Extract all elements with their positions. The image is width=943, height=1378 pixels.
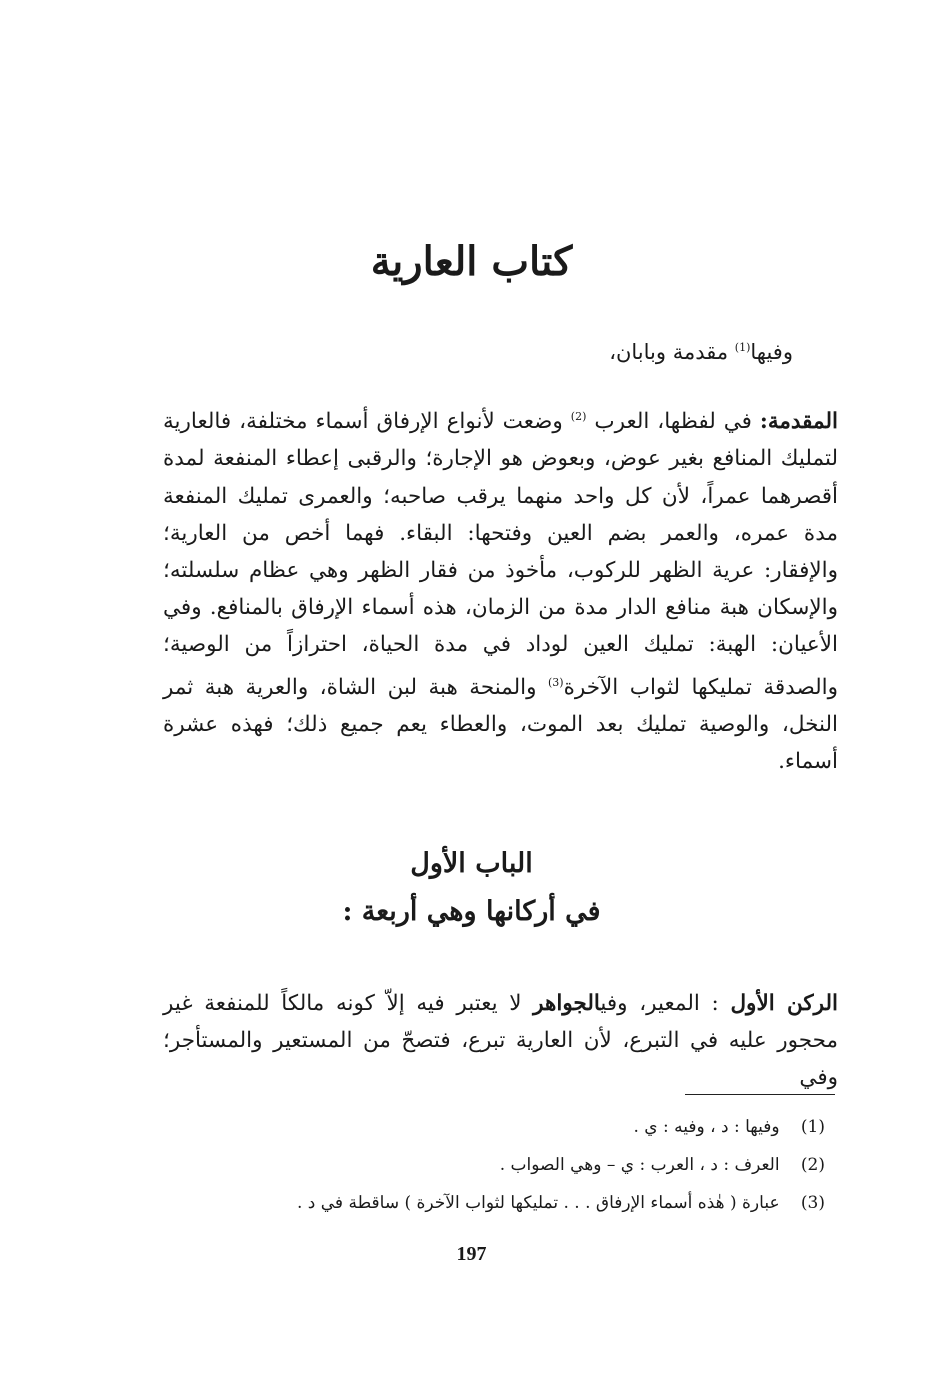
footnote-3 (297, 1184, 825, 1222)
page-number: 197 (456, 1243, 487, 1265)
rukn-text-a: : المعير، وفي (600, 991, 719, 1016)
muqaddima-text-c: والمنحة هبة لبن الشاة، والعرية هبة ثمر النخل، والوصية تمليك بعد الموت، والعطاء يعم جميع ذلك؛ فهذه عشرة أسماء. (163, 674, 838, 775)
muqaddima-text-b: وضعت لأنواع الإرفاق أسماء مختلفة، فالعارية لتمليك المنافع بغير عوض، وبعوض هو الإجارة؛ والرقبى إعطاء المنفعة لمدة أقصرهما عمراً، لأن كل واحد منهما يرقب صاحبه؛ والعمرى تمليك المنفعة مدة عمره، والعمر بضم العين وفتحها: البقاء. فهما أخص من العارية؛ والإفقار: عرية الظهر للركوب، مأخوذ من فقار الظهر وهي عظام سلسلته؛ والإسكان هبة منافع الدار مدة من الزمان، هذه أسماء الإرفاق بالمنافع. وفي الأعيان: الهبة: تمليك العين لوداد في مدة الحياة، احترازاً من الوصية؛ والصدقة تمليكها لثواب الآخرة (163, 409, 838, 700)
intro-rest: مقدمة وبابان، (609, 340, 729, 364)
chapter-title: كتاب العارية (370, 238, 573, 285)
footnote-number: (3) (800, 1193, 825, 1213)
footnote-ref-1[interactable]: (1) (734, 341, 751, 354)
footnote-ref-3[interactable]: (3) (548, 675, 564, 689)
section-heading (0, 840, 943, 936)
footnote-1 (297, 1108, 825, 1146)
footnote-ref-2[interactable]: (2) (570, 410, 587, 423)
footnote-text: العرف : د ، العرب : ي – وهي الصواب . (499, 1155, 780, 1175)
rukn-source: الجواهر (533, 991, 601, 1016)
footnote-divider (685, 1094, 835, 1095)
muqaddima-text-a: في لفظها، العرب (594, 409, 752, 435)
rukn-paragraph (163, 985, 838, 1097)
muqaddima-paragraph (163, 398, 838, 780)
intro-text: وفيها (750, 340, 793, 364)
footnotes (297, 1108, 825, 1222)
footnote-number: (1) (800, 1117, 825, 1137)
bab-subtitle: في أركانها وهي أربعة : (342, 896, 601, 927)
muqaddima-lead: المقدمة: (759, 409, 838, 435)
footnote-text: وفيها : د ، وفيه : ي . (633, 1117, 780, 1137)
bab-title: الباب الأول (410, 848, 533, 879)
rukn-lead: الركن الأول (730, 991, 838, 1016)
footnote-text: عبارة ( هٰذه أسماء الإرفاق . . . تمليكها لثواب الآخرة ) ساقطة في د . (296, 1193, 780, 1213)
footnote-2 (297, 1146, 825, 1184)
intro-line (609, 340, 793, 364)
rukn-text-b: لا يعتبر فيه إلاّ كونه مالكاً للمنفعة غير محجور عليه في التبرع، لأن العارية تبرع، فتصحّ من المستعير والمستأجر؛ وفي (163, 991, 838, 1091)
footnote-number: (2) (800, 1155, 825, 1175)
